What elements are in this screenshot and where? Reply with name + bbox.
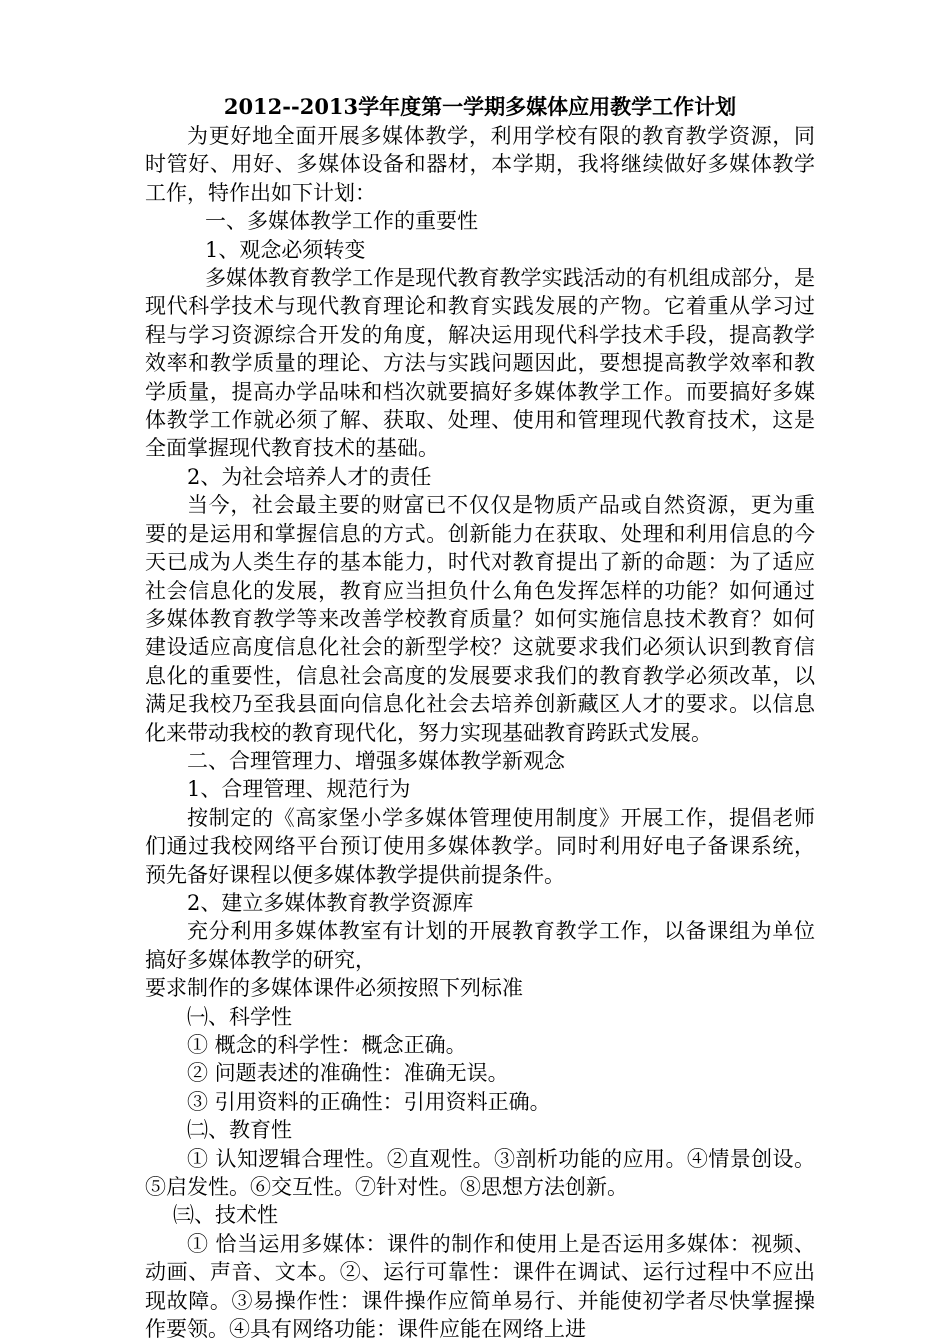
subheading-1-2: 2、为社会培养人才的责任 bbox=[187, 464, 432, 489]
criteria-item: ② 问题表述的准确性：准确无误。 bbox=[187, 1061, 509, 1086]
criteria-item: ① 认知逻辑合理性。②直观性。③剖析功能的应用。④情景创设。⑤启发性。⑥交互性。⑦针对性。⑧思想方法创新。 bbox=[145, 1146, 815, 1200]
section-heading-1: 一、多媒体教学工作的重要性 bbox=[205, 209, 478, 234]
criteria-item: ③ 引用资料的正确性：引用资料正确。 bbox=[187, 1089, 551, 1114]
intro-paragraph: 为更好地全面开展多媒体教学，利用学校有限的教育教学资源，同时管好、用好、多媒体设备和器材，本学期，我将继续做好多媒体教学工作，特作出如下计划： bbox=[145, 124, 815, 205]
paragraph-1-2: 当今，社会最主要的财富已不仅仅是物质产品或自然资源，更为重要的是运用和掌握信息的方式。创新能力在获取、处理和利用信息的今天已成为人类生存的基本能力，时代对教育提出了新的命题：为了适应社会信息化的发展，教育应当担负什么角色发挥怎样的功能？如何通过多媒体教育教学等来改善学校教育质量？如何实施信息技术教育？如何建设适应高度信息化社会的新型学校？这就要求我们必须认识到教育信息化的重要性，信息社会高度的发展要求我们的教育教学必须改革，以满足我校乃至我县面向信息化社会去培养创新藏区人才的要求。以信息化来带动我校的教育现代化，努力实现基础教育跨跃式发展。 bbox=[145, 493, 815, 745]
criteria-heading-science: ㈠、科学性 bbox=[187, 1004, 292, 1029]
subheading-2-1: 1、合理管理、规范行为 bbox=[187, 777, 411, 802]
criteria-item: ① 概念的科学性：概念正确。 bbox=[187, 1033, 467, 1057]
paragraph-1-1: 多媒体教育教学工作是现代教育教学实践活动的有机组成部分，是现代科学技术与现代教育理论和教育实践发展的产物。它着重从学习过程与学习资源综合开发的角度，解决运用现代科学技术手段，提高教学效率和教学质量的理论、方法与实践问题因此，要想提高教学效率和教学质量，提高办学品味和档次就要搞好多媒体教学工作。而要搞好多媒体教学工作就必须了解、获取、处理、使用和管理现代教育技术，这是全面掌握现代教育技术的基础。 bbox=[145, 266, 815, 461]
standards-intro: 要求制作的多媒体课件必须按照下列标准 bbox=[145, 976, 523, 1001]
subheading-2-2: 2、建立多媒体教育教学资源库 bbox=[187, 890, 474, 915]
document-page bbox=[145, 92, 815, 1343]
criteria-item: ① 恰当运用多媒体：课件的制作和使用上是否运用多媒体：视频、动画、声音、文本。②、运行可靠性：课件在调试、运行过程中不应出现故障。③易操作性：课件操作应简单易行、并能使初学者尽快掌握操作要领。④具有网络功能：课件应能在网络上进 bbox=[145, 1231, 815, 1342]
criteria-heading-education: ㈡、教育性 bbox=[187, 1118, 292, 1143]
document-title: 2012--2013学年度第一学期多媒体应用教学工作计划 bbox=[223, 94, 737, 119]
paragraph-2-2: 充分利用多媒体教室有计划的开展教育教学工作，以备课组为单位搞好多媒体教学的研究， bbox=[145, 919, 815, 972]
subheading-1-1: 1、观念必须转变 bbox=[205, 237, 366, 262]
section-heading-2: 二、合理管理力、增强多媒体教学新观念 bbox=[187, 748, 565, 773]
criteria-heading-technical: ㈢、技术性 bbox=[173, 1203, 278, 1228]
paragraph-2-1: 按制定的《高家堡小学多媒体管理使用制度》开展工作，提倡老师们通过我校网络平台预订使用多媒体教学。同时利用好电子备课系统，预先备好课程以便多媒体教学提供前提条件。 bbox=[145, 805, 815, 887]
